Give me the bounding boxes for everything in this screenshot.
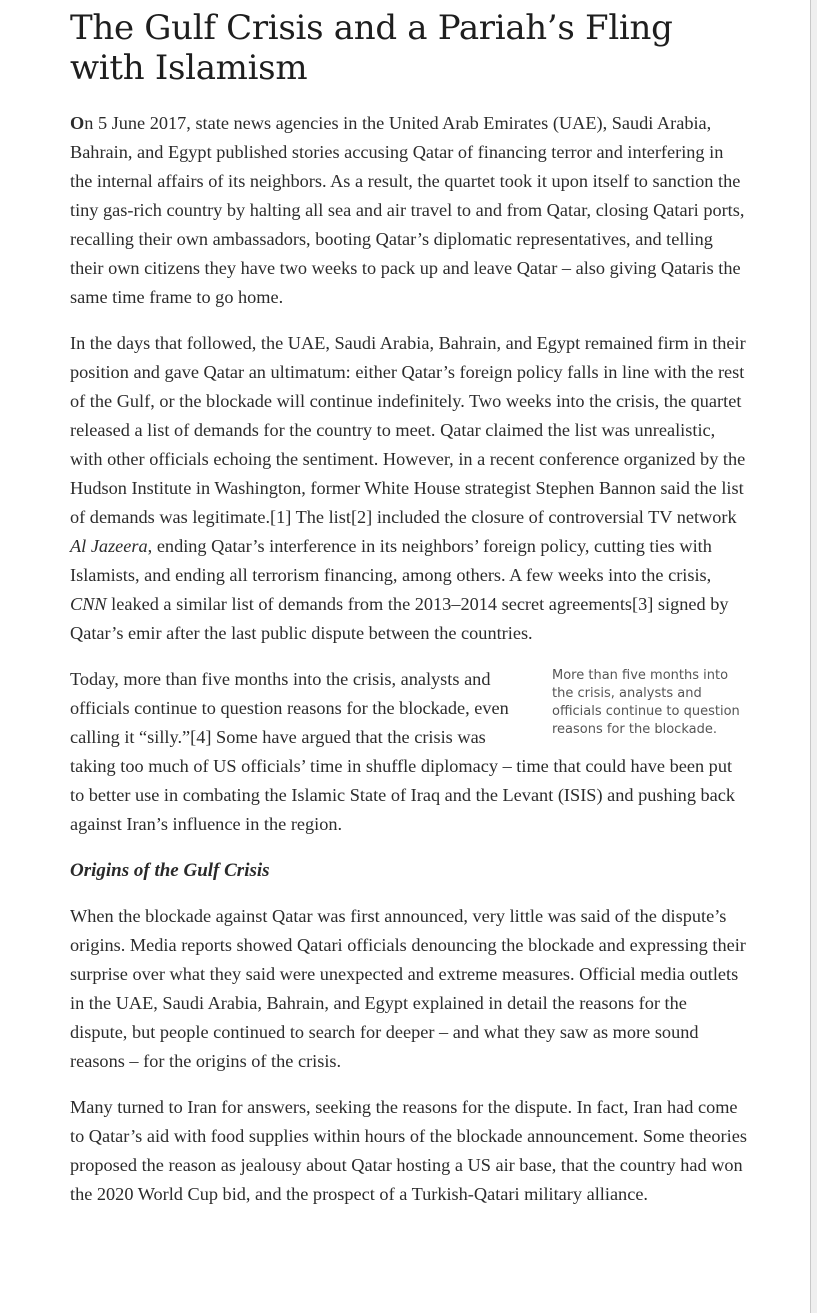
footnote-link[interactable]: [1] <box>270 507 292 527</box>
paragraph-iran: Many turned to Iran for answers, seeking the reasons for the dispute. In fact, Iran had come to Qatar’s aid with food supplies within hours of the blockade announcement. Some theories proposed the reason as jealousy about Qatar hosting a US air base, that the country had won the 2020 World Cup bid, and the prospect of a Turkish-Qatari military alliance. <box>70 1097 747 1204</box>
pull-quote: More than five months into the crisis, analysts and officials continue to question reasons for the blockade. <box>552 668 740 737</box>
article <box>70 0 748 1209</box>
footnote-link[interactable]: [2] <box>350 507 373 527</box>
text-run: signed by Qatar’s emir after the last public dispute between the countries. <box>70 594 729 643</box>
footnote-link[interactable]: [3] <box>632 594 654 614</box>
text-run: , ending Qatar’s interference in its neighbors’ foreign policy, cutting ties with Islamists, and ending all terrorism financing, among others. A few weeks into the crisis, <box>70 536 712 585</box>
paragraph-intro <box>70 109 748 312</box>
drop-cap: O <box>70 113 85 133</box>
article-title: The Gulf Crisis and a Pariah’s Fling with Islamism <box>70 8 673 88</box>
emphasis-al-jazeera: Al Jazeera <box>70 536 148 556</box>
text-run: The list <box>291 507 351 527</box>
text-run: leaked a similar list of demands from the 2013–2014 secret agreements <box>106 594 633 614</box>
paragraph-with-pullquote <box>70 665 748 839</box>
paragraph-demands <box>70 329 748 648</box>
text-run: Today, more than five months into the crisis, analysts and officials continue to question reasons for the blockade, even calling it “silly.” <box>70 669 509 747</box>
text-run: included the closure of controversial TV network <box>372 507 737 527</box>
text-run: Some have argued that the crisis was taking too much of US officials’ time in shuffle diplomacy – time that could have been put to better use in combating the Islamic State of Iraq and the Levant (ISIS) and pushing back against Iran’s influence in the region. <box>70 727 736 834</box>
footnote-link[interactable]: [4] <box>190 727 212 747</box>
section-heading: Origins of the Gulf Crisis <box>70 860 270 881</box>
paragraph-origins: When the blockade against Qatar was first announced, very little was said of the dispute’s origins. Media reports showed Qatari officials denouncing the blockade and expressing their surprise over what they said were unexpected and extreme measures. Official media outlets in the UAE, Saudi Arabia, Bahrain, and Egypt explained in detail the reasons for the dispute, but people continued to search for deeper – and what they saw as more sound reasons – for the origins of the crisis. <box>70 906 746 1071</box>
scrollbar-track[interactable] <box>811 0 817 1313</box>
emphasis-cnn: CNN <box>70 594 107 614</box>
paragraph-intro-text: n 5 June 2017, state news agencies in the United Arab Emirates (UAE), Saudi Arabia, Bahrain, and Egypt published stories accusing Qatar of financing terror and interfering in the internal affairs of its neighbors. As a result, the quartet took it upon itself to sanction the tiny gas-rich country by halting all sea and air travel to and from Qatar, closing Qatari ports, recalling their own ambassadors, booting Qatar’s diplomatic representatives, and telling their own citizens they have two weeks to pack up and leave Qatar – also giving Qataris the same time frame to go home. <box>70 113 745 307</box>
text-run: In the days that followed, the UAE, Saudi Arabia, Bahrain, and Egypt remained firm in their position and gave Qatar an ultimatum: either Qatar’s foreign policy falls in line with the rest of the Gulf, or the blockade will continue indefinitely. Two weeks into the crisis, the quartet released a list of demands for the country to meet. Qatar claimed the list was unrealistic, with other officials echoing the sentiment. However, in a recent conference organized by the Hudson Institute in Washington, former White House strategist Stephen Bannon said the list of demands was legitimate. <box>70 333 746 527</box>
